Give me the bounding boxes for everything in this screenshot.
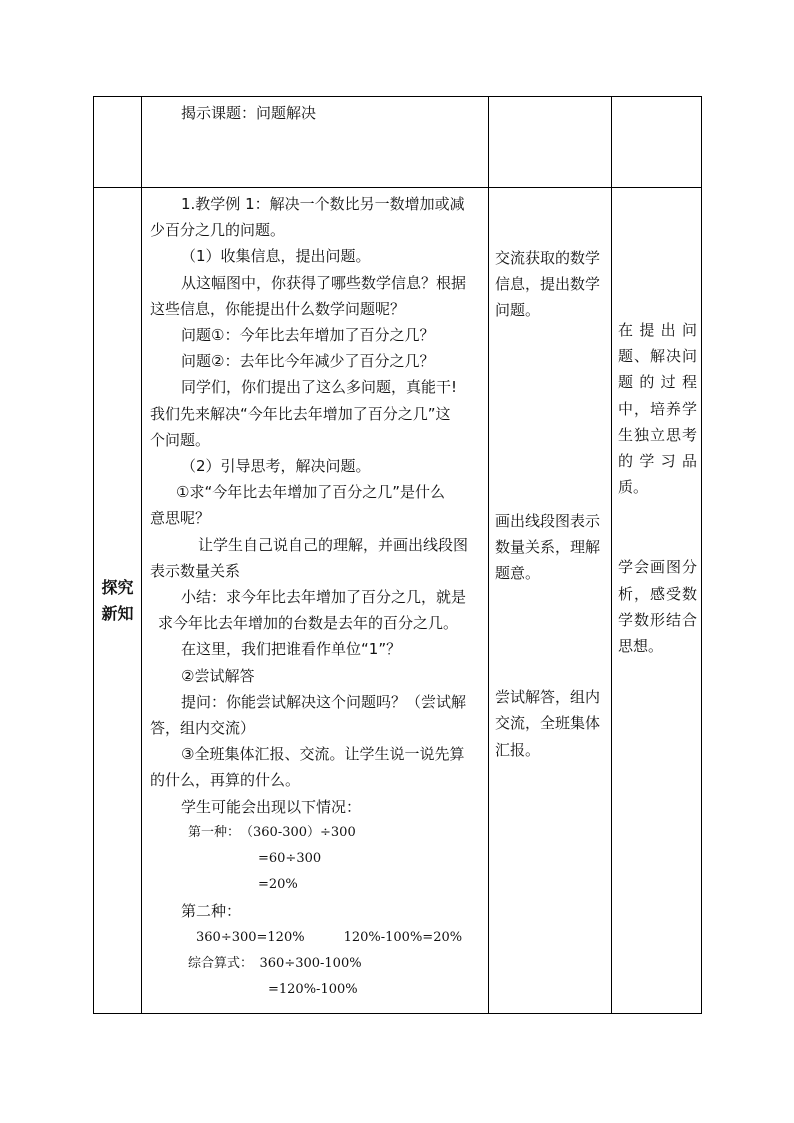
stage-label: 探究 新知: [101, 577, 134, 623]
content-line: ①求“今年比去年增加了百分之几”是什么: [176, 483, 445, 502]
student-activity: 画出线段图表示数量关系，理解题意。: [495, 511, 601, 583]
content-line: 问题②：去年比今年减少了百分之几？: [181, 352, 435, 371]
content-line: 少百分之几的问题。: [150, 221, 286, 240]
content-line: （2）引导思考，解决问题。: [181, 457, 371, 476]
intro-line: 揭示课题：问题解决: [181, 104, 317, 122]
content-line: ③全班集体汇报、交流。让学生说一说先算: [181, 745, 465, 764]
design-intent: 学会画图分析，感受数学数形结合思想。: [618, 558, 697, 656]
content-line: 在这里，我们把谁看作单位“1”？: [181, 640, 402, 659]
stage-cell: [94, 97, 142, 188]
intent-cell: [612, 97, 702, 188]
content-cell: [142, 188, 489, 1014]
content-line: 求今年比去年增加的台数是去年的百分之几。: [158, 614, 459, 633]
formula-line: 360÷300=120% 120%-100%=20%: [196, 929, 463, 945]
content-line: 问题①：今年比去年增加了百分之几？: [181, 326, 435, 345]
formula-line: =60÷300: [258, 851, 322, 867]
formula-line: 第一种： （360-300）÷300: [188, 824, 356, 840]
content-line: 这些信息，你能提出什么数学问题呢？: [150, 299, 406, 318]
intent-cell: [612, 188, 702, 1014]
content-line: 第二种：: [181, 902, 242, 921]
content-line: 同学们，你们提出了这么多问题，真能干!: [181, 378, 458, 397]
content-line: ②尝试解答: [181, 666, 255, 685]
content-line: 答，组内交流）: [150, 719, 256, 738]
content-line: （1）收集信息，提出问题。: [181, 247, 371, 266]
content-line: 提问：你能尝试解决这个问题吗？（尝试解: [181, 692, 467, 711]
formula-line: =120%-100%: [268, 982, 358, 998]
lesson-plan-table: [93, 96, 702, 1014]
content-line: 个问题。: [150, 430, 211, 449]
student-activity: 尝试解答，组内交流，全班集体汇报。: [495, 688, 601, 759]
content-line: 意思呢？: [150, 509, 211, 528]
stage-cell: [94, 188, 142, 1014]
content-cell: [142, 97, 489, 188]
formula-line: 综合算式： 360÷300-100%: [188, 955, 362, 971]
table-row: [94, 188, 702, 1014]
teaching-content: [142, 188, 488, 1003]
content-line: 表示数量关系: [150, 561, 241, 580]
content-line: 1.教学例 1：解决一个数比另一数增加或减: [181, 195, 465, 213]
content-line: 的什么，再算的什么。: [150, 771, 301, 790]
student-activity: 交流获取的数学信息，提出数学问题。: [495, 249, 601, 320]
formula-line: =20%: [258, 877, 298, 893]
content-line: 我们先来解决“今年比去年增加了百分之几”这: [150, 404, 451, 423]
content-line: 从这幅图中，你获得了哪些数学信息？根据: [181, 273, 467, 292]
student-cell: [489, 188, 612, 1014]
content-line: 让学生自己说自己的理解，并画出线段图: [198, 535, 469, 554]
content-line: 小结：求今年比去年增加了百分之几，就是: [181, 588, 467, 607]
content-line: 学生可能会出现以下情况：: [181, 797, 362, 816]
design-intent: 在提出问题、解决问题的过程中，培养学生独立思考的学习品质。: [618, 321, 697, 497]
student-cell: [489, 97, 612, 188]
table-row: [94, 97, 702, 188]
